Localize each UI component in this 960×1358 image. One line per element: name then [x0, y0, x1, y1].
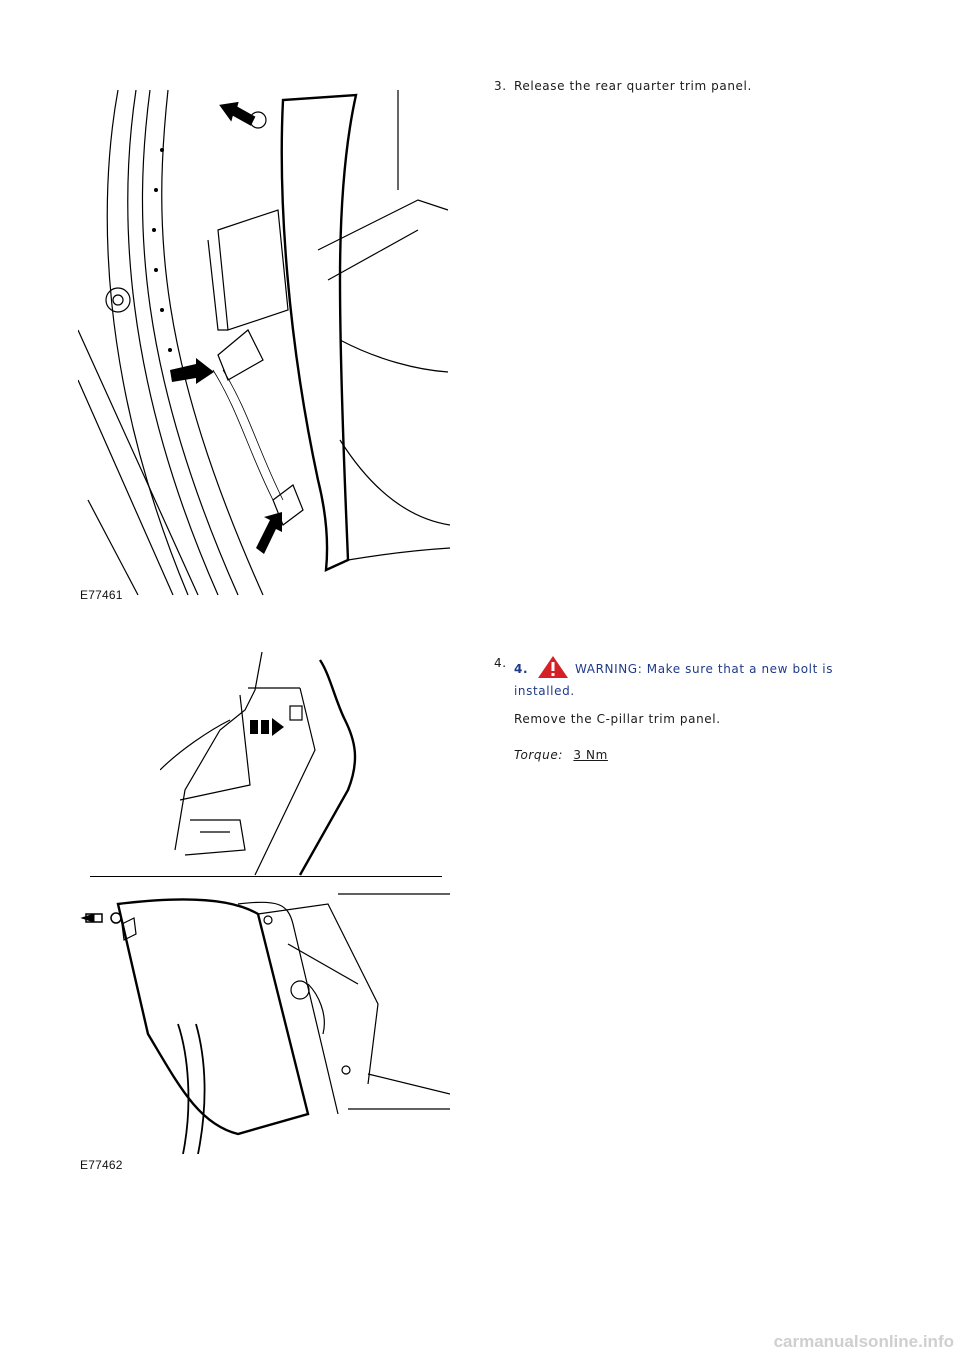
step-instruction: Remove the C-pillar trim panel.	[514, 712, 721, 726]
step-4	[494, 655, 894, 762]
torque-value: 3 Nm	[573, 748, 608, 762]
illustration-c-pillar-removal	[78, 884, 450, 1154]
warning-number: 4.	[514, 662, 529, 676]
torque-spec	[514, 747, 844, 763]
step-number: 3.	[494, 79, 507, 93]
step-3	[494, 78, 894, 98]
warning-text: WARNING: Make sure that a new bolt is installed.	[514, 662, 834, 698]
figure-e77461	[78, 80, 450, 600]
figure-c-pillar-top	[160, 650, 370, 878]
figure-label: E77461	[80, 588, 123, 602]
illustration-rear-quarter-trim	[78, 80, 450, 600]
warning-triangle-icon	[537, 655, 569, 683]
warning-block	[514, 655, 844, 699]
illustration-c-pillar-bolt	[160, 650, 370, 878]
figure-label: E77462	[80, 1158, 123, 1172]
torque-label: Torque:	[514, 748, 563, 762]
watermark: carmanualsonline.info	[773, 1332, 954, 1351]
figure-e77462	[78, 884, 450, 1176]
step-text: Release the rear quarter trim panel.	[514, 79, 752, 93]
step-number: 4.	[494, 656, 507, 670]
figure-divider	[90, 876, 442, 877]
